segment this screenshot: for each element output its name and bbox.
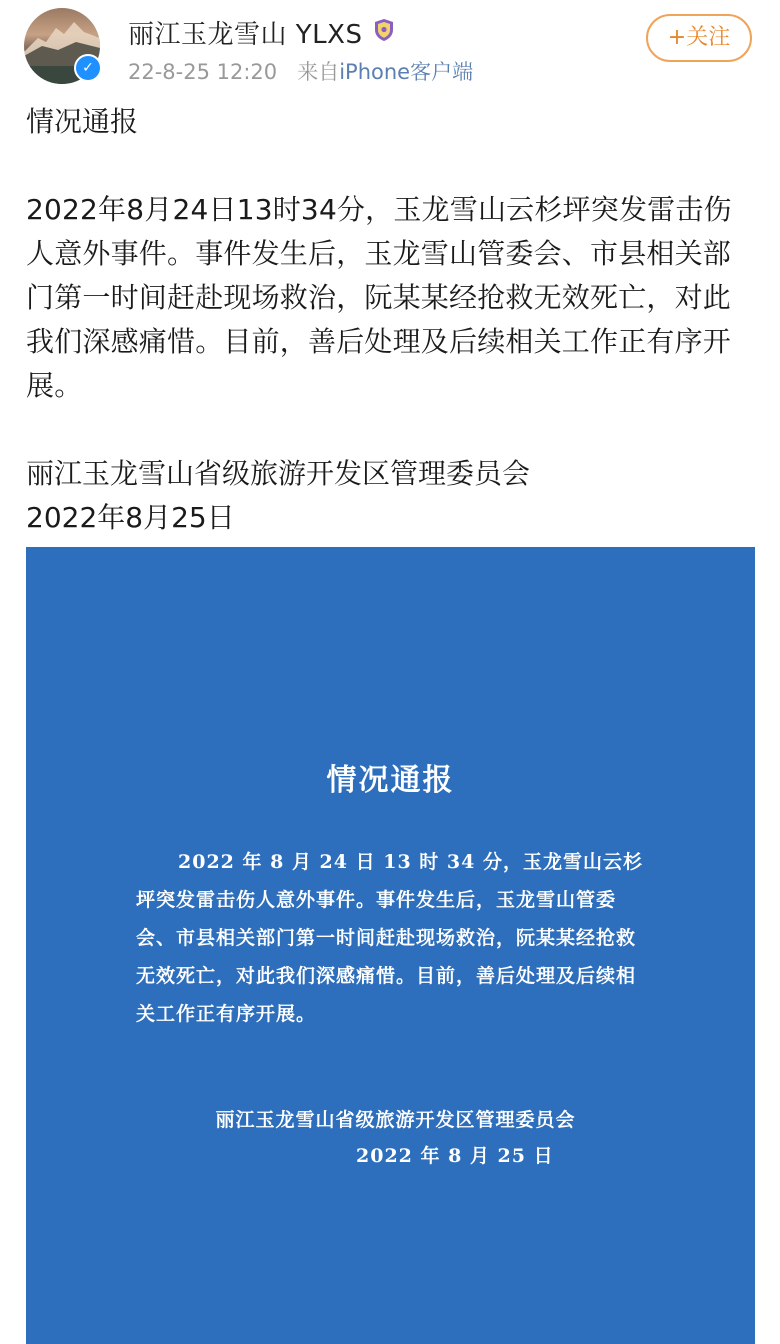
notice-body: 2022 年 8 月 24 日 13 时 34 分，玉龙雪山云杉坪突发雷击伤人意外事件。事件发生后，玉龙雪山管委会、市县相关部门第一时间赶赴现场救治，阮某某经抢救无效死亡，对此我们深感痛惜。目前，善后处理及后续相关工作正有序开展。 — [136, 851, 643, 1025]
notice-image[interactable] — [26, 547, 755, 1344]
post-header — [0, 0, 780, 96]
post-body: 2022年8月24日13时34分，玉龙雪山云杉坪突发雷击伤人意外事件。事件发生后，玉龙雪山管委会、市县相关部门第一时间赶赴现场救治，阮某某经抢救无效死亡，对此我们深感痛惜。目前，善后处理及后续相关工作正有序开展。 — [26, 193, 732, 402]
notice-date: 2022 年 8 月 25 日 — [356, 1145, 554, 1167]
organization-badge-icon — [372, 18, 396, 42]
post-meta — [128, 56, 473, 86]
post-title: 情况通报 — [26, 105, 139, 138]
source-client-link[interactable]: iPhone客户端 — [339, 60, 474, 84]
follow-button[interactable]: +关注 — [646, 14, 752, 62]
post-signature: 丽江玉龙雪山省级旅游开发区管理委员会 — [26, 457, 531, 490]
post-timestamp: 22-8-25 12:20 — [128, 60, 278, 84]
notice-signature: 丽江玉龙雪山省级旅游开发区管理委员会 — [215, 1109, 576, 1131]
avatar[interactable] — [24, 8, 100, 84]
verified-badge-icon: ✓ — [74, 54, 102, 82]
source-prefix: 来自 — [297, 60, 340, 84]
username[interactable]: 丽江玉龙雪山 YLXS — [128, 20, 363, 50]
post-content — [26, 100, 756, 540]
notice-title: 情况通报 — [326, 763, 455, 798]
post-date: 2022年8月25日 — [26, 501, 235, 534]
